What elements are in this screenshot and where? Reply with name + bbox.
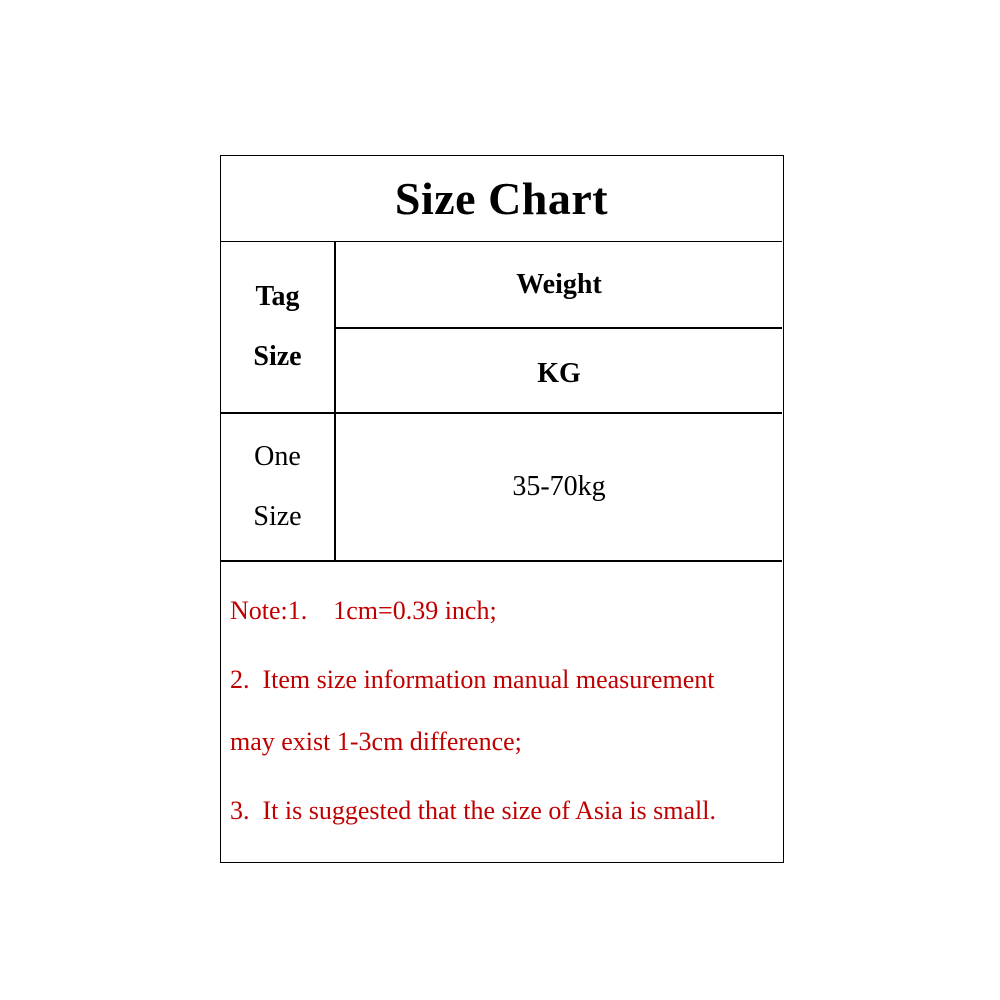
note-line-3: may exist 1-3cm difference; — [230, 727, 522, 756]
unit-header-cell — [336, 328, 782, 412]
tag-size-header-cell — [221, 242, 334, 412]
note-line-1: Note:1. 1cm=0.39 inch; — [230, 596, 497, 625]
chart-title: Size Chart — [394, 173, 609, 224]
size-chart-table — [220, 155, 784, 863]
weight-value: 35-70kg — [512, 470, 606, 502]
unit-header: KG — [537, 358, 581, 389]
note-line-4: 3. It is suggested that the size of Asia is small. — [230, 796, 716, 825]
note-line-2: 2. Item size information manual measurement — [230, 665, 715, 694]
weight-header-cell — [336, 242, 782, 327]
weight-value-cell — [336, 413, 782, 560]
size-value-line1: One — [254, 440, 301, 472]
notes-section — [221, 562, 782, 860]
tag-size-header-line2: Size — [253, 341, 302, 372]
weight-header: Weight — [516, 268, 602, 300]
size-cell — [221, 413, 334, 560]
title-row — [221, 156, 782, 242]
tag-size-header-line1: Tag — [255, 281, 300, 312]
size-value-line2: Size — [253, 500, 302, 532]
